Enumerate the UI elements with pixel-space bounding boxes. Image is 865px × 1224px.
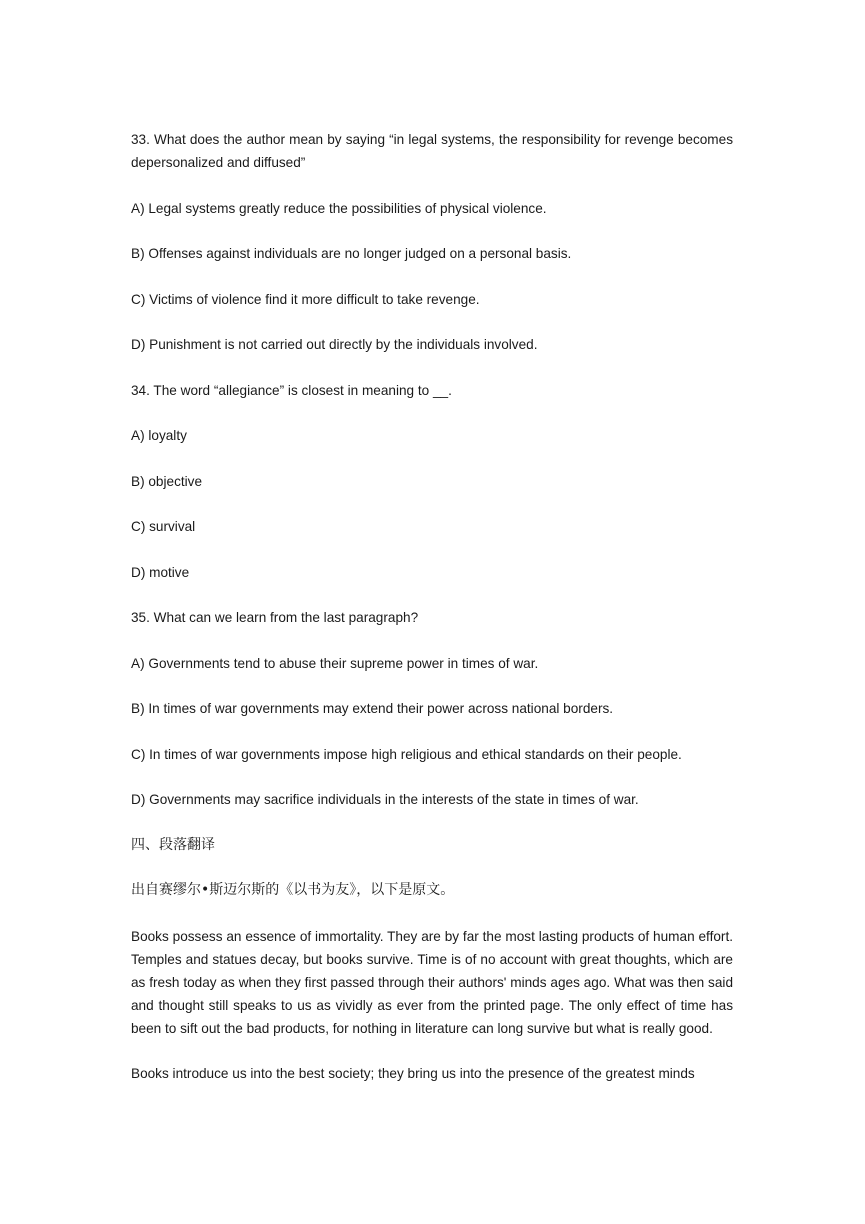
section-heading: 四、段落翻译 <box>131 836 215 853</box>
question-34-option-d: D) motive <box>131 564 190 580</box>
question-35-stem: 35. What can we learn from the last paragraph? <box>131 610 419 625</box>
question-35-option-d: D) Governments may sacrifice individuals in the interests of the state in times of war. <box>131 792 639 807</box>
question-35-option-a: A) Governments tend to abuse their supreme power in times of war. <box>131 655 539 671</box>
question-34-option-b: B) objective <box>131 473 203 489</box>
question-33-option-b: B) Offenses against individuals are no longer judged on a personal basis. <box>131 246 572 261</box>
question-34-stem: 34. The word “allegiance” is closest in meaning to __. <box>131 382 452 398</box>
question-35-option-c: C) In times of war governments impose high religious and ethical standards on their people. <box>131 746 682 762</box>
question-34-option-c: C) survival <box>131 519 196 534</box>
section-source-note: 出自赛缪尔•斯迈尔斯的《以书为友》，以下是原文。 <box>131 882 455 898</box>
question-35-option-b: B) In times of war governments may extend their power across national borders. <box>131 701 614 716</box>
document-page <box>131 128 733 1085</box>
question-33-stem: 33. What does the author mean by saying “in legal systems, the responsibility for revenge becomes depersonalized and diffused” <box>131 132 733 170</box>
question-33-option-d: D) Punishment is not carried out directly by the individuals involved. <box>131 337 538 352</box>
question-33-option-c: C) Victims of violence find it more difficult to take revenge. <box>131 291 480 307</box>
question-34-option-a: A) loyalty <box>131 428 187 443</box>
passage-paragraph-1: Books possess an essence of immortality. They are by far the most lasting products of human effort. Temples and statues decay, but books survive. Time is of no account with great thoughts, which are as fresh today as when they first passed through their authors' minds ages ago. What was then said and thought still speaks to us as vividly as ever from the printed page. The only effect of time has been to sift out the bad products, for nothing in literature can long survive but what is really good. <box>131 928 733 1036</box>
question-33-option-a: A) Legal systems greatly reduce the possibilities of physical violence. <box>131 200 547 216</box>
passage-paragraph-2: Books introduce us into the best society; they bring us into the presence of the greatest minds <box>131 1066 695 1081</box>
